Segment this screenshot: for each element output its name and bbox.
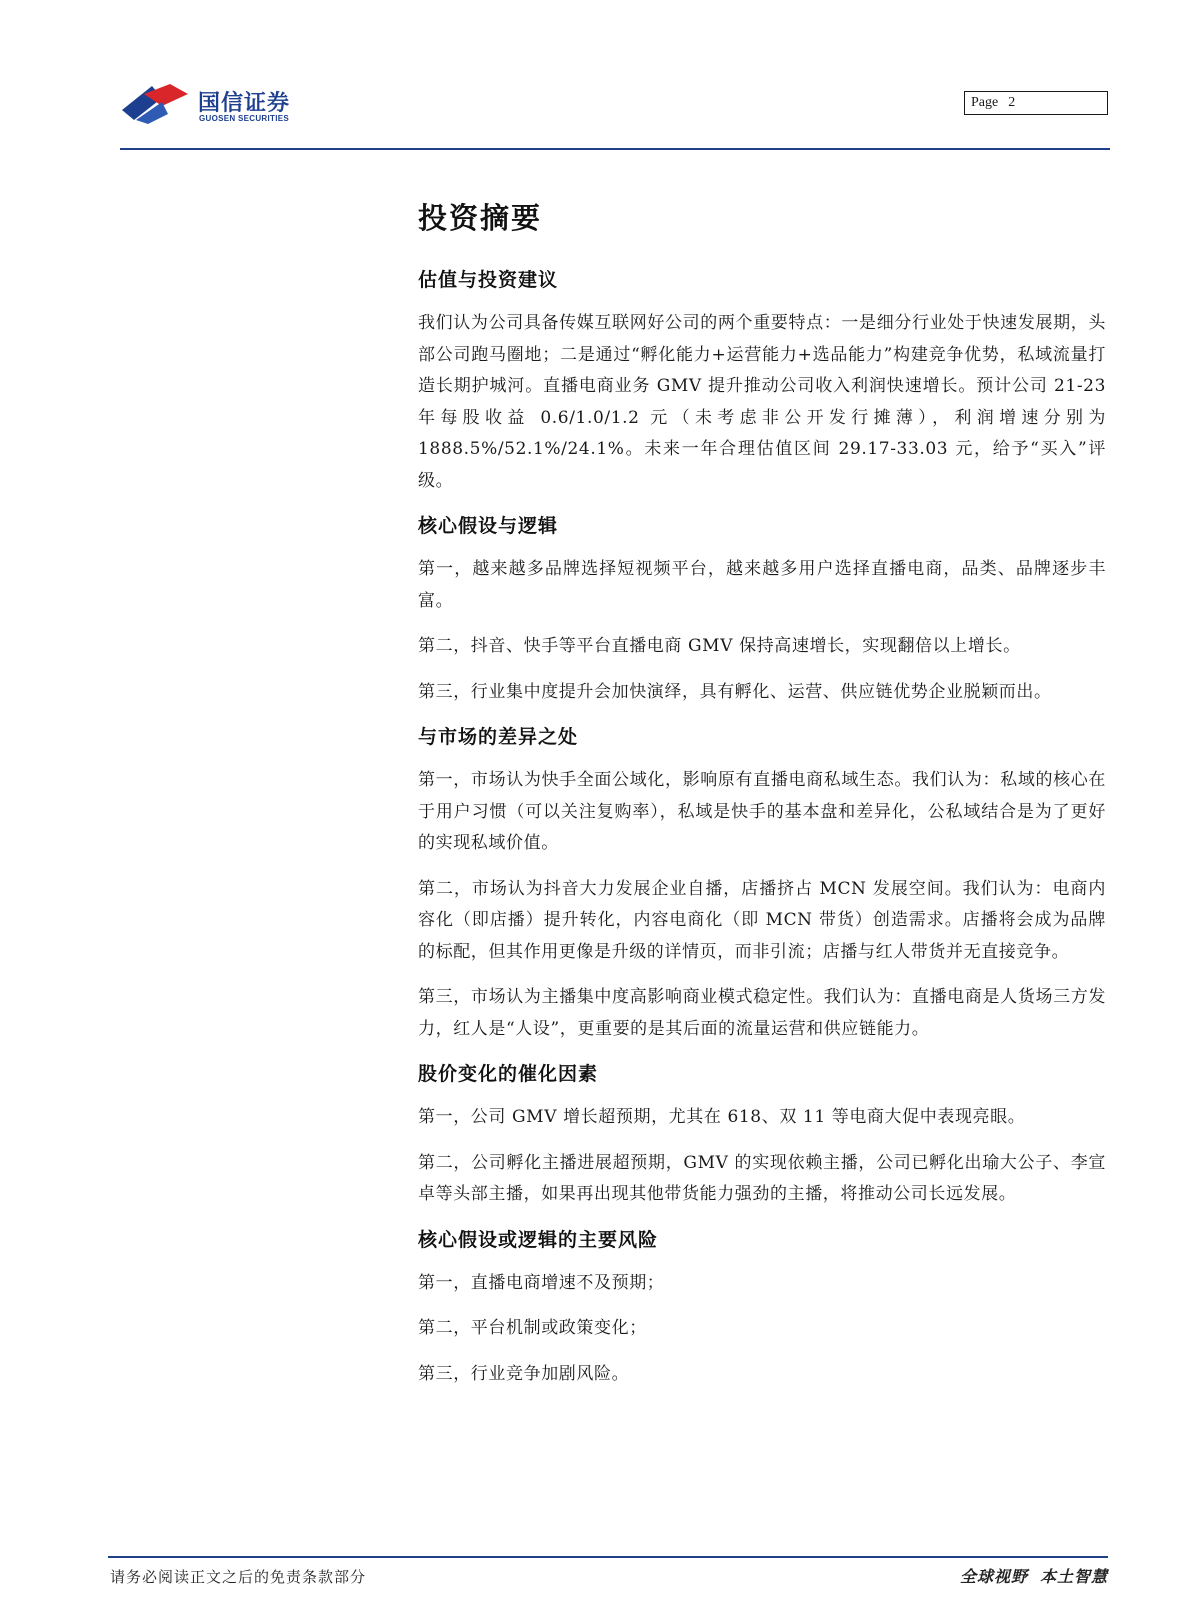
- company-logo: [122, 80, 302, 130]
- logo-english-name: GUOSEN SECURITIES: [199, 114, 290, 123]
- guosen-logo-icon: [122, 80, 194, 126]
- section-paragraph: 第二，抖音、快手等平台直播电商 GMV 保持高速增长，实现翻倍以上增长。: [418, 636, 1021, 656]
- main-content: [418, 196, 1106, 1404]
- section-heading: 估值与投资建议: [418, 269, 559, 291]
- footer-divider: [108, 1556, 1108, 1558]
- sections-container: [418, 265, 1106, 1390]
- section-paragraph: 第一，公司 GMV 增长超预期，尤其在 618、双 11 等电商大促中表现亮眼。: [418, 1107, 1026, 1127]
- section-paragraph: 第二，市场认为抖音大力发展企业自播，店播挤占 MCN 发展空间。我们认为：电商内容化（即店播）提升转化，内容电商化（即 MCN 带货）创造需求。店播将会成为品牌的标配，但其作用更像是升级的详情页，而非引流；店播与红人带货并无直接竞争。: [418, 878, 1106, 962]
- slogan-part-1: 全球视野: [959, 1567, 1028, 1586]
- section-paragraph: 第二，公司孵化主播进展超预期，GMV 的实现依赖主播，公司已孵化出瑜大公子、李宣卓等头部主播，如果再出现其他带货能力强劲的主播，将推动公司长远发展。: [418, 1152, 1106, 1204]
- footer-slogan: [960, 1564, 1108, 1587]
- section-paragraph: 第一，直播电商增速不及预期；: [418, 1272, 665, 1293]
- section-paragraph: 我们认为公司具备传媒互联网好公司的两个重要特点：一是细分行业处于快速发展期，头部公司跑马圈地；二是通过“孵化能力+运营能力+选品能力”构建竞争优势，私域流量打造长期护城河。直播电商业务 GMV 提升推动公司收入利润快速增长。预计公司 21-23 年每股收益 0.6/1.0/1.2 元（未考虑非公开发行摊薄），利润增速分别为 1888.5%/52.1%/24.1%。未来一年合理估值区间 29.17-33.03 元，给予“买入”评级。: [418, 313, 1106, 491]
- section-heading: 股价变化的催化因素: [418, 1063, 599, 1085]
- header-divider: [120, 148, 1110, 150]
- page-number: 2: [1008, 95, 1016, 110]
- section-paragraph: 第一，市场认为快手全面公域化，影响原有直播电商私域生态。我们认为：私域的核心在于用户习惯（可以关注复购率），私域是快手的基本盘和差异化，公私域结合是为了更好的实现私域价值。: [418, 770, 1106, 853]
- page-indicator: [964, 91, 1108, 115]
- section-paragraph: 第一，越来越多品牌选择短视频平台，越来越多用户选择直播电商，品类、品牌逐步丰富。: [418, 559, 1106, 611]
- section-heading: 与市场的差异之处: [418, 726, 579, 748]
- logo-chinese-name: 国信证券: [198, 91, 291, 116]
- section-paragraph: 第三，行业竞争加剧风险。: [418, 1363, 630, 1384]
- section-heading: 核心假设与逻辑: [418, 515, 559, 537]
- footer-disclaimer: 请务必阅读正文之后的免责条款部分: [110, 1568, 367, 1586]
- section-paragraph: 第三，行业集中度提升会加快演绎，具有孵化、运营、供应链优势企业脱颖而出。: [418, 681, 1052, 702]
- section-paragraph: 第二，平台机制或政策变化；: [418, 1318, 647, 1338]
- page-label: Page: [971, 95, 999, 110]
- section-heading: 核心假设或逻辑的主要风险: [418, 1228, 659, 1251]
- slogan-part-2: 本土智慧: [1039, 1567, 1108, 1586]
- section-paragraph: 第三，市场认为主播集中度高影响商业模式稳定性。我们认为：直播电商是人货场三方发力，红人是“人设”，更重要的是其后面的流量运营和供应链能力。: [418, 987, 1106, 1039]
- page-title: 投资摘要: [418, 201, 543, 235]
